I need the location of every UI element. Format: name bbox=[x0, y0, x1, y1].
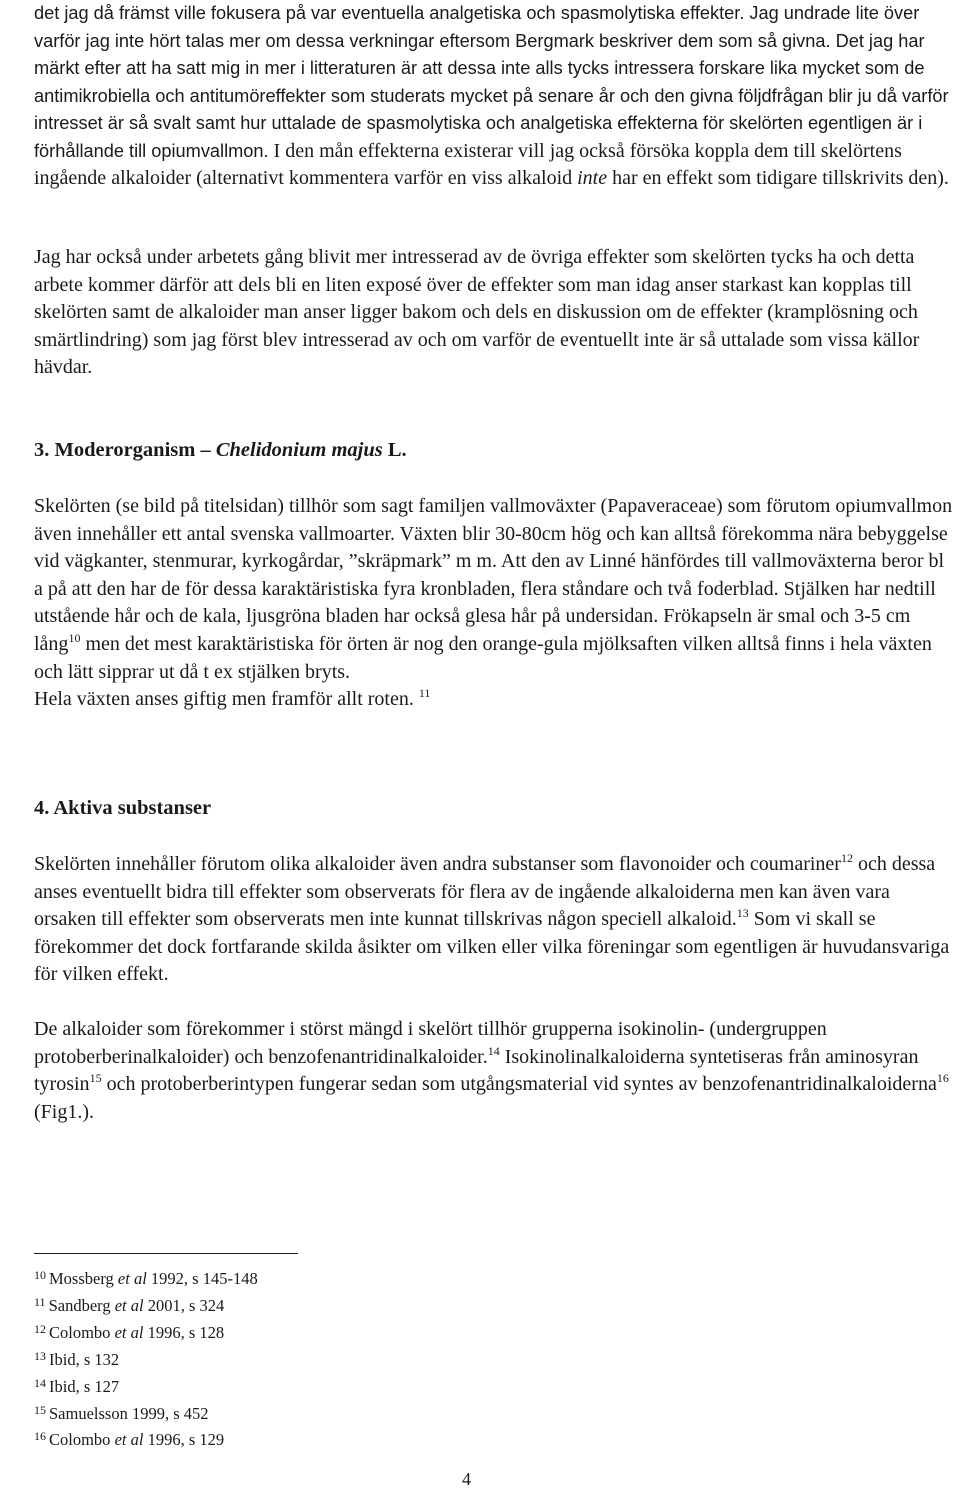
footnote-emphasis: et al bbox=[114, 1295, 144, 1315]
footnote-ref-12: 12 bbox=[840, 851, 853, 865]
footnote-ref-11: 11 bbox=[418, 686, 431, 701]
intro-paragraph-1 bbox=[34, 0, 956, 193]
section-4-text-c: Som vi skall se förekommer det dock fortfarande skilda åsikter om vilken eller vilka föreningar som egentligen är huvudansvariga för vilken effekt. bbox=[34, 908, 950, 986]
footnote-number: 14 bbox=[34, 1375, 46, 1390]
section-3-heading bbox=[34, 439, 407, 462]
section-4-text-b: och dessa anses eventuellt bidra till effekter som observerats för flera av de ingående alkaloiderna men kan även vara orsaken till effekter som observerats men inte kunnat tillskrivas någon speciell alkaloid. bbox=[34, 853, 936, 931]
section-3-heading-prefix: 3. Moderorganism – bbox=[34, 439, 216, 461]
intro-paragraph-2 bbox=[34, 244, 956, 382]
intro-serif-text-a: I den mån effekterna existerar vill jag också försöka koppla dem till skelörtens ingående alkaloider (alternativt kommentera varför en viss alkaloid bbox=[34, 139, 902, 190]
footnote-number: 12 bbox=[34, 1321, 46, 1336]
footnote-text-b: 1992, s 145-148 bbox=[146, 1269, 258, 1288]
footnote-number: 16 bbox=[34, 1429, 46, 1444]
footnote-number: 11 bbox=[34, 1294, 46, 1309]
footnote-emphasis: et al bbox=[114, 1322, 144, 1342]
footnote-ref-14: 14 bbox=[487, 1043, 500, 1058]
intro-sans-text: det jag då främst ville fokusera på var eventuella analgetiska och spasmolytiska effekter. Jag undrade lite över varför jag inte hört talas mer om dessa verkningar eftersom Bergmark beskriver dem som så givna. Det jag har märkt efter att ha satt mig in mer i litteraturen är att dessa inte alls tycks intressera forskare lika mycket som de antimikrobiella och antitumöreffekter som studerats mycket på senare år och den givna följdfrågan blir ju då varför intresset är så svalt samt hur uttalade de spasmolytiska och analgetiska effekterna för skelörten egentligen är i förhållande till opiumvallmon. bbox=[34, 3, 949, 161]
section-3-text-b: men det mest karaktäristiska för örten är nog den orange-gula mjölksaften vilken alltså finns i hela växten och lätt sipprar ut då t ex stjälken bryts. bbox=[34, 632, 932, 683]
footnote-number: 13 bbox=[34, 1348, 46, 1363]
footnote-ref-15: 15 bbox=[89, 1071, 102, 1086]
section-4-text-g: (Fig1.). bbox=[34, 1100, 94, 1123]
section-4-text-e: Isokinolinalkaloiderna syntetiseras från aminosyran tyrosin bbox=[34, 1045, 919, 1096]
intro-serif-text-b: har en effekt som tidigare tillskrivits den). bbox=[607, 167, 949, 190]
footnote-ref-16: 16 bbox=[936, 1071, 949, 1086]
section-3-text-a: Skelörten (se bild på titelsidan) tillhör som sagt familjen vallmoväxter (Papaveraceae) som förutom opiumvallmon även innehåller ett antal svenska vallmoarter. Växten blir 30-80cm hög och kan alltså förekomma nära bebyggelse vid vägkanter, stenmurar, kyrkogårdar, ”skräpmark” m m. Att den av Linné hänfördes till vallmoväxterna beror bl a på att den har de för dessa karaktäristiska fyra kronbladen, flera ståndare och två foderblad. Stjälken har nedtill utstående hår och de kala, ljusgröna bladen har också glesa hår på undersidan. Frökapseln är smal och 3-5 cm lång bbox=[34, 495, 953, 655]
footnote-item bbox=[34, 1345, 258, 1372]
page-number: 4 bbox=[462, 1469, 471, 1489]
section-3-text-c: Hela växten anses giftig men framför allt roten. bbox=[34, 688, 414, 711]
footnote-number: 10 bbox=[34, 1268, 46, 1282]
intro-emphasis: inte bbox=[577, 167, 608, 190]
footnote-text-a: Mossberg bbox=[49, 1269, 118, 1288]
footnote-text-b: 1996, s 129 bbox=[143, 1430, 225, 1450]
intro-paragraph-2-text: Jag har också under arbetets gång blivit mer intresserad av de övriga effekter som skelörten tycks ha och detta arbete kommer därför att dels bli en liten exposé över de effekter som man idag anser starkast kan kopplas till skelörten samt de alkaloider man anser ligger bakom och dels en diskussion om de effekter (kramplösning och smärtlindring) som jag först blev intresserad av och om varför de eventuellt inte är så uttalade som vissa källor hävdar. bbox=[34, 246, 920, 379]
footnote-text-a: Ibid, s 132 bbox=[49, 1349, 120, 1369]
section-4-paragraph-2 bbox=[34, 1016, 956, 1126]
footnote-item bbox=[34, 1291, 258, 1318]
footnote-number: 15 bbox=[34, 1402, 46, 1417]
footnote-list bbox=[34, 1264, 258, 1452]
section-4-text-a: Skelörten innehåller förutom olika alkaloider även andra substanser som flavonoider och coumariner bbox=[34, 853, 841, 875]
footnote-text-a: Sandberg bbox=[48, 1295, 115, 1315]
section-4-text-f: och protoberberintypen fungerar sedan som utgångsmaterial vid syntes av benzofenantridinalkaloiderna bbox=[101, 1073, 937, 1096]
footnote-text-b: 2001, s 324 bbox=[143, 1295, 225, 1315]
section-3-heading-suffix: L. bbox=[382, 439, 407, 461]
footnote-item bbox=[34, 1372, 258, 1399]
footnote-item bbox=[34, 1425, 258, 1452]
section-3-heading-species: Chelidonium majus bbox=[215, 439, 383, 461]
footnote-text-a: Colombo bbox=[49, 1430, 115, 1450]
section-3-paragraph-1 bbox=[34, 493, 956, 714]
section-4-heading: 4. Aktiva substanser bbox=[34, 797, 212, 819]
footnote-divider bbox=[34, 1253, 298, 1254]
footnote-text-a: Samuelsson 1999, s 452 bbox=[49, 1403, 209, 1423]
footnote-ref-10: 10 bbox=[68, 630, 81, 645]
footnote-text-b: 1996, s 128 bbox=[143, 1322, 225, 1342]
footnote-ref-13: 13 bbox=[736, 906, 749, 921]
footnote-item bbox=[34, 1399, 258, 1426]
footnote-text-a: Colombo bbox=[49, 1322, 115, 1342]
footnote-emphasis: et al bbox=[117, 1269, 147, 1288]
footnote-text-a: Ibid, s 127 bbox=[49, 1376, 120, 1396]
footnote-emphasis: et al bbox=[114, 1430, 144, 1450]
section-4-paragraph-1 bbox=[34, 851, 956, 989]
footnote-item bbox=[34, 1318, 258, 1345]
section-4-text-d: De alkaloider som förekommer i störst mängd i skelört tillhör grupperna isokinolin- (undergruppen protoberberinalkaloider) och benzofenantridinalkaloider. bbox=[34, 1018, 827, 1068]
footnote-item bbox=[34, 1264, 258, 1291]
